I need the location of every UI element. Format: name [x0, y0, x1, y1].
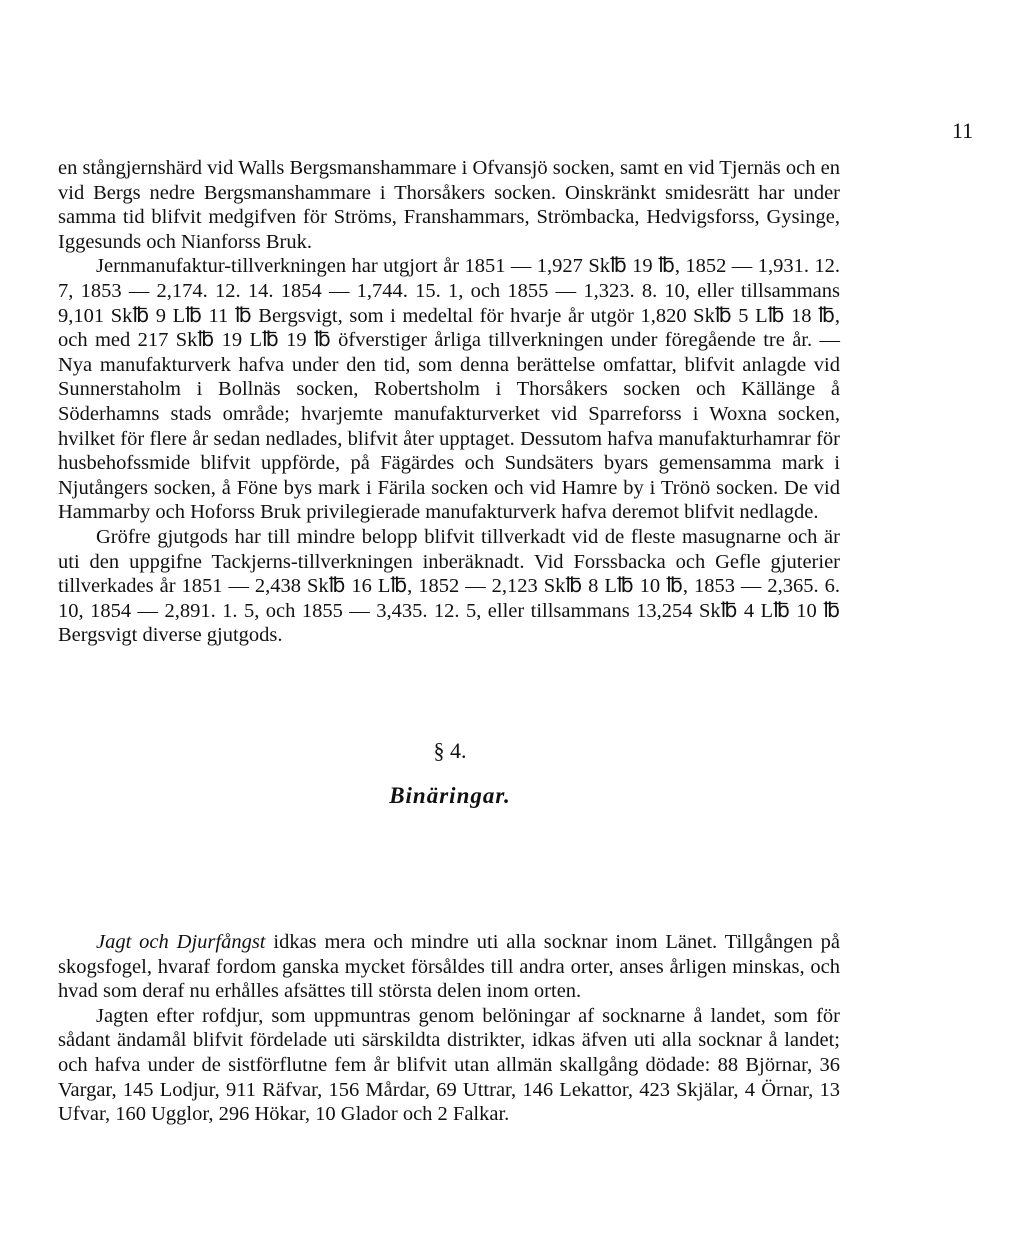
paragraph-gjutgods: Gröfre gjutgods har till mindre belopp blifvit tillverkadt vid de fleste masugnarne och är uti den uppgifne Tackjerns-tillverkningen inberäknadt. Vid Forssbacka och Gefle gjuterier tillverkades år 1851 — 2,438 Sk℔ 16 L℔, 1852 — 2,123 Sk℔ 8 L℔ 10 ℔, 1853 — 2,365. 6. 10, 1854 — 2,891. 1. 5, och 1855 — 3,435. 12. 5, eller tillsammans 13,254 Sk℔ 4 L℔ 10 ℔ Bergsvigt diverse gjutgods. [58, 525, 840, 647]
section-title: Binäringar. [389, 783, 511, 808]
paragraph-jernmanufaktur: Jernmanufaktur-tillverkningen har utgjort år 1851 — 1,927 Sk℔ 19 ℔, 1852 — 1,931. 12. 7, 1853 — 2,174. 12. 14. 1854 — 1,744. 15. 1, och 1855 — 1,323. 8. 10, eller tillsammans 9,101 Sk℔ 9 L℔ 11 ℔ Bergsvigt, som i medeltal för hvarje år utgör 1,820 Sk℔ 5 L℔ 18 ℔, och med 217 Sk℔ 19 L℔ 19 ℔ öfverstiger årliga tillverkningen under föregående tre år. — Nya manufakturverk hafva under den tid, som denna berättelse omfattar, blifvit anlagde vid Sunnerstaholm i Bollnäs socken, Robertsholm i Thorsåkers socken och Källänge å Söderhamns stads område; hvarjemte manufakturverket vid Sparreforss i Woxna socken, hvilket för flere år sedan nedlades, blifvit åter upptaget. Dessutom hafva manufakturhamrar för husbehofssmide blifvit uppförde, på Fägärdes och Sundsäters byars gemensamma mark i Njutångers socken, å Föne bys mark i Färila socken och vid Hamre by i Trönö socken. De vid Hammarby och Hoforss Bruk privilegierade manufakturverk hafva deremot blifvit nedlagde. [58, 255, 840, 524]
paragraph-smidesratt: en stångjernshärd vid Walls Bergsmanshammare i Ofvansjö socken, samt en vid Tjernäs och en vid Bergs nedre Bergsmanshammare i Thorsåkers socken. Oinskränkt smidesrätt har under samma tid blifvit medgifven för Ströms, Franshammars, Strömbacka, Hedvigsforss, Gysinge, Iggesunds och Nianforss Bruk. [58, 157, 840, 253]
paragraph-jagt-text: idkas mera och mindre uti alla socknar inom Länet. Tillgången på skogsfogel, hvaraf fordom ganska mycket försåldes till andra orter, anses årligen minskas, och hvad som deraf nu erhålles afsättes till största delen inom orten. [58, 931, 840, 1003]
paragraph-lead-italic: Jagt och Djurfångst [96, 931, 266, 953]
section-number: § 4. [433, 738, 467, 763]
text-block-top [58, 156, 840, 648]
paragraph-rofdjur: Jagten efter rofdjur, som uppmuntras genom belöningar af socknarne å landet, som för sådant ändamål blifvit fördelade uti särskildta distrikter, idkas äfven uti alla socknar å landet; och hafva under de sistförflutne fem år blifvit utan allmän skallgång dödade: 88 Björnar, 36 Vargar, 145 Lodjur, 911 Räfvar, 156 Mårdar, 69 Uttrar, 146 Lekattor, 423 Skjälar, 4 Örnar, 13 Ufvar, 160 Ugglor, 296 Hökar, 10 Glador och 2 Falkar. [58, 1004, 840, 1126]
paragraph-jagt [58, 930, 840, 1004]
text-block-bottom [58, 930, 840, 1127]
page-number: 11 [952, 118, 974, 143]
